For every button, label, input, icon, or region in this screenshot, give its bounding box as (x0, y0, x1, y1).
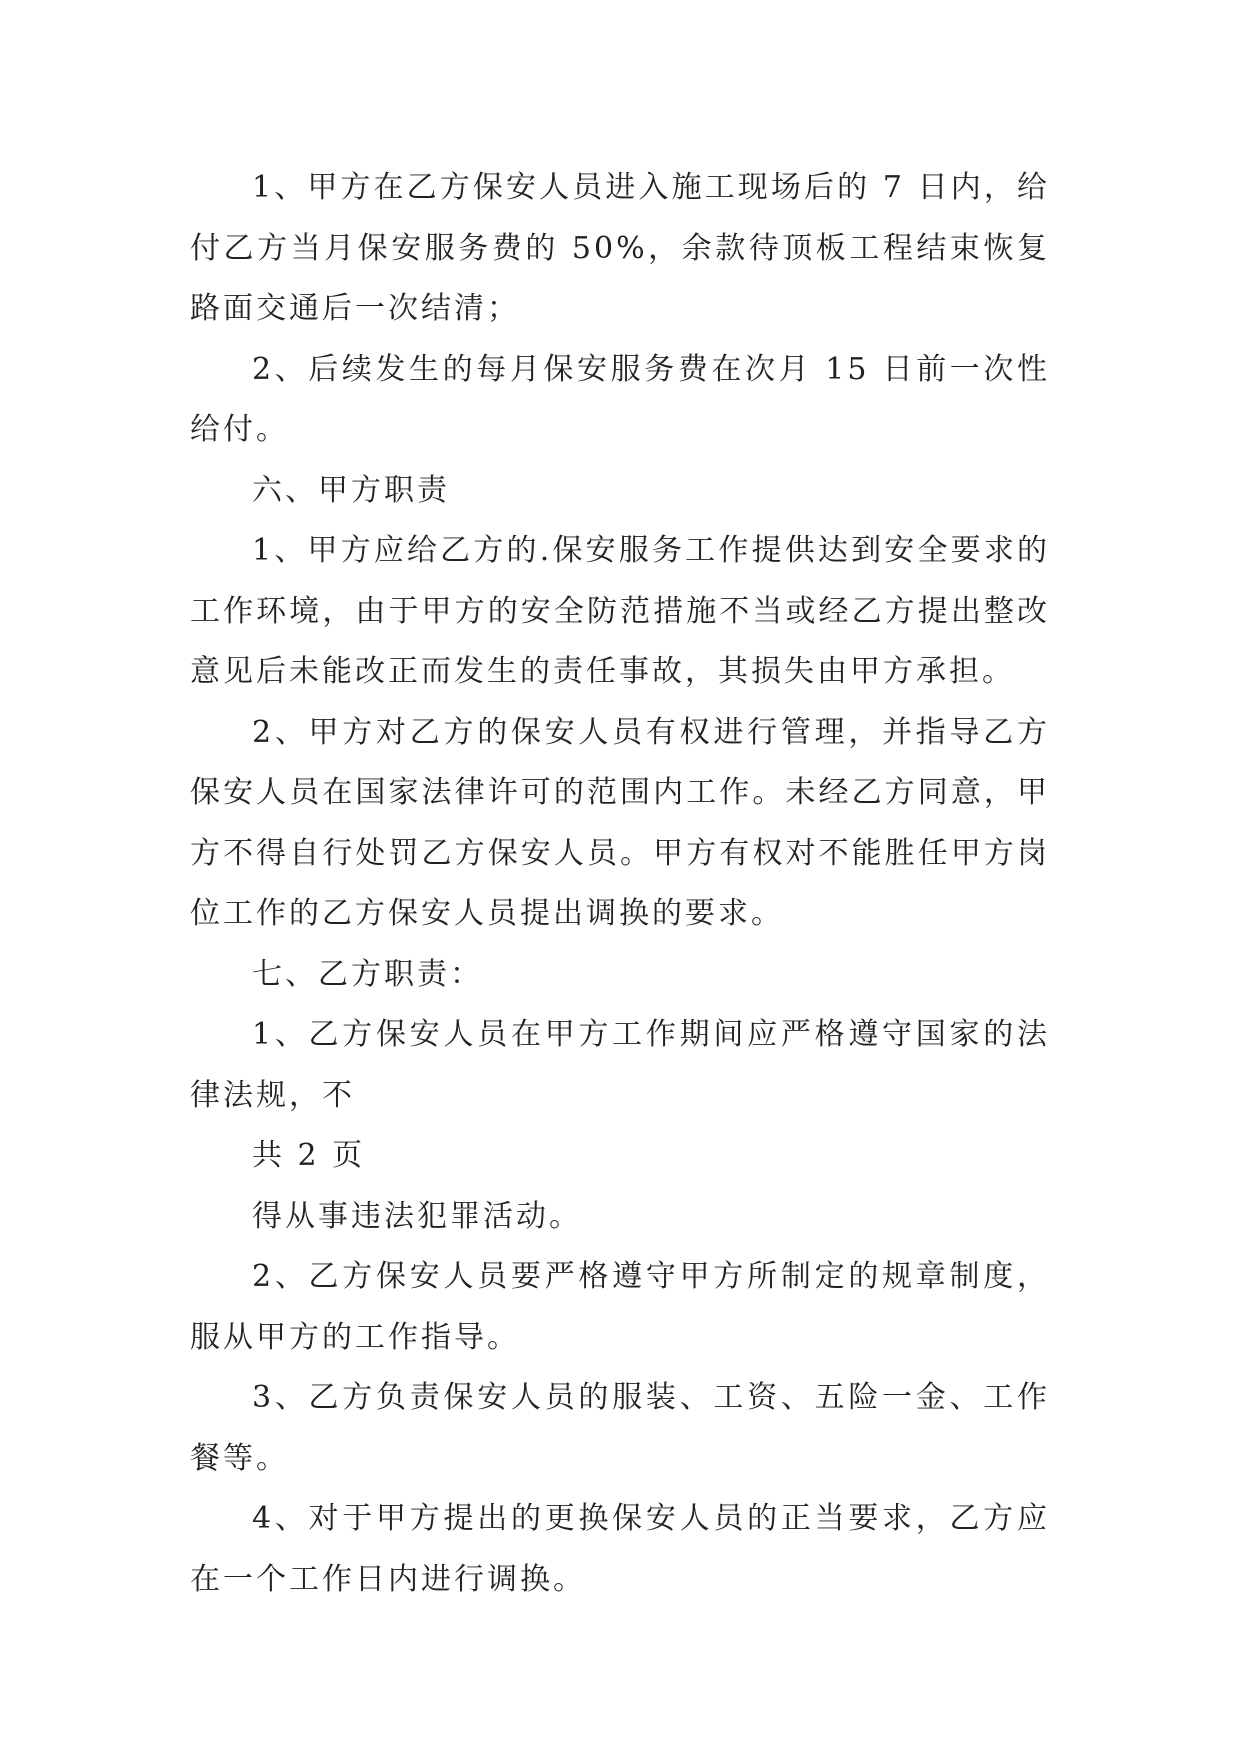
payment-clause-2: 2、后续发生的每月保安服务费在次月 15 日前一次性给付。 (190, 351, 1050, 447)
party-a-clause-2: 2、甲方对乙方的保安人员有权进行管理，并指导乙方保安人员在国家法律许可的范围内工作。未经乙方同意，甲方不得自行处罚乙方保安人员。甲方有权对不能胜任甲方岗位工作的乙方保安人员提出调换的要求。 (190, 714, 1050, 931)
party-b-clause-2: 2、乙方保安人员要严格遵守甲方所制定的规章制度，服从甲方的工作指导。 (190, 1259, 1050, 1355)
payment-clause-1: 1、甲方在乙方保安人员进入施工现场后的 7 日内，给付乙方当月保安服务费的 50%，余款待顶板工程结束恢复路面交通后一次结清； (190, 170, 1050, 326)
party-b-clause-1-end: 得从事违法犯罪活动。 (252, 1198, 582, 1234)
party-a-clause-1: 1、甲方应给乙方的.保安服务工作提供达到安全要求的工作环境，由于甲方的安全防范措施不当或经乙方提出整改意见后未能改正而发生的责任事故，其损失由甲方承担。 (190, 533, 1050, 689)
section-heading-party-a-duties: 六、甲方职责 (252, 472, 450, 508)
party-b-clause-1-start: 1、乙方保安人员在甲方工作期间应严格遵守国家的法律法规，不 (190, 1017, 1050, 1113)
document-body (190, 158, 1050, 1610)
page-count-text: 共 2 页 (252, 1138, 366, 1173)
party-b-clause-3: 3、乙方负责保安人员的服装、工资、五险一金、工作餐等。 (190, 1380, 1050, 1476)
party-b-clause-4: 4、对于甲方提出的更换保安人员的正当要求，乙方应在一个工作日内进行调换。 (190, 1501, 1050, 1597)
section-heading-party-b-duties: 七、乙方职责： (252, 956, 483, 992)
